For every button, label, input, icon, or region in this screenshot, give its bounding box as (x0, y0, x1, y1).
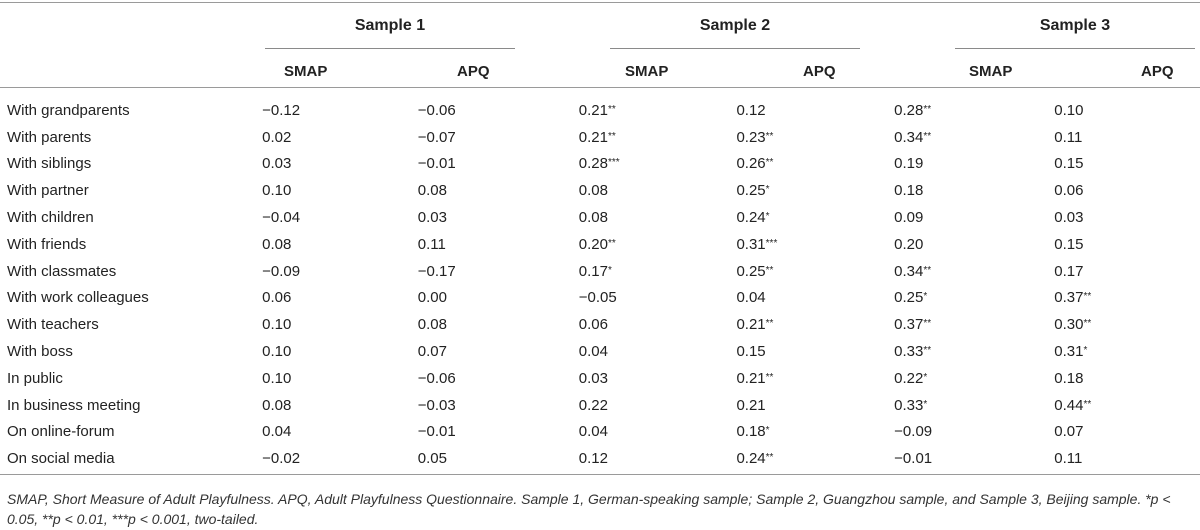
cell-value: 0.04 (262, 423, 292, 441)
table-cell (262, 177, 418, 204)
table-cell (1054, 311, 1200, 338)
cell-value: 0.08 (262, 396, 292, 414)
significance-marker: ** (1083, 318, 1092, 330)
cell-value: −0.09 (894, 423, 933, 441)
cell-value: −0.12 (262, 101, 301, 119)
cell-value: 0.26 (736, 155, 766, 173)
table-row (0, 97, 1200, 124)
cell-value: 0.34 (894, 128, 924, 146)
cell-value: 0.21 (578, 101, 608, 119)
cell-value: 0.17 (578, 262, 608, 280)
significance-marker: ** (765, 157, 774, 169)
cell-value: 0.08 (417, 316, 447, 334)
cell-value: 0.07 (1054, 423, 1084, 441)
table-cell (1054, 124, 1200, 151)
cell-value: −0.06 (417, 369, 456, 387)
cell-value: 0.05 (417, 450, 447, 468)
cell-value: 0.33 (894, 396, 924, 414)
table-cell (262, 445, 418, 472)
cell-value: 0.03 (262, 155, 292, 173)
table-cell (579, 204, 737, 231)
cell-value: −0.01 (894, 450, 933, 468)
table-cell (418, 285, 579, 312)
cell-value: −0.04 (262, 209, 301, 227)
table-cell (418, 338, 579, 365)
cell-value: −0.06 (417, 101, 456, 119)
table-cell (262, 258, 418, 285)
significance-marker: ** (607, 237, 616, 249)
table-cell (1054, 338, 1200, 365)
cell-value: 0.12 (578, 450, 608, 468)
cell-value: 0.10 (262, 343, 292, 361)
table-row (0, 231, 1200, 258)
significance-marker: ** (765, 264, 774, 276)
table-cell (418, 365, 579, 392)
table-cell (894, 177, 1054, 204)
cell-value: 0.15 (1054, 155, 1084, 173)
row-label: With children (7, 209, 94, 227)
table-cell (894, 204, 1054, 231)
table-cell (1054, 204, 1200, 231)
row-label: On online-forum (7, 423, 115, 441)
table-cell (736, 177, 894, 204)
table-cell (418, 97, 579, 124)
group-underline-3 (955, 48, 1195, 49)
cell-value: 0.10 (262, 369, 292, 387)
table-cell (736, 365, 894, 392)
cell-value: 0.18 (736, 423, 766, 441)
table-row (0, 177, 1200, 204)
table-cell (418, 124, 579, 151)
cell-value: 0.06 (262, 289, 292, 307)
cell-value: 0.03 (578, 369, 608, 387)
table-cell (418, 204, 579, 231)
table-cell (894, 392, 1054, 419)
significance-marker: *** (607, 157, 620, 169)
top-rule (0, 2, 1200, 3)
cell-value: −0.02 (262, 450, 301, 468)
cell-value: 0.34 (894, 262, 924, 280)
group-title-sample-3: Sample 3 (1039, 17, 1111, 34)
cell-value: 0.03 (417, 209, 447, 227)
table-cell (1054, 445, 1200, 472)
table-cell (736, 258, 894, 285)
significance-marker: * (923, 291, 928, 303)
table-cell (736, 231, 894, 258)
significance-marker: ** (923, 103, 932, 115)
cell-value: 0.11 (417, 235, 446, 253)
table-cell (418, 231, 579, 258)
row-label: With friends (7, 235, 87, 253)
table-cell (894, 97, 1054, 124)
significance-marker: ** (923, 130, 932, 142)
significance-marker: * (1083, 345, 1088, 357)
table-row (0, 124, 1200, 151)
table-cell (894, 124, 1054, 151)
significance-marker: * (607, 264, 612, 276)
cell-value: 0.06 (1054, 182, 1084, 200)
table-cell (579, 311, 737, 338)
table-body (0, 97, 1200, 472)
table-cell (1054, 392, 1200, 419)
table-cell (1054, 97, 1200, 124)
cell-value: 0.00 (417, 289, 447, 307)
cell-value: 0.17 (1054, 262, 1084, 280)
table-cell (736, 204, 894, 231)
col-header-s2-smap: SMAP (625, 63, 669, 80)
cell-value: 0.28 (894, 101, 924, 119)
cell-value: −0.01 (417, 155, 456, 173)
cell-value: 0.25 (736, 262, 766, 280)
table-row (0, 311, 1200, 338)
table-row (0, 204, 1200, 231)
cell-value: −0.07 (417, 128, 456, 146)
table-cell (736, 311, 894, 338)
cell-value: 0.33 (894, 343, 924, 361)
cell-value: 0.06 (578, 316, 608, 334)
cell-value: 0.18 (1054, 369, 1084, 387)
table-cell (262, 311, 418, 338)
table-row (0, 365, 1200, 392)
cell-value: −0.05 (578, 289, 617, 307)
table-cell (579, 285, 737, 312)
cell-value: 0.15 (736, 343, 766, 361)
table-cell (894, 151, 1054, 178)
table-cell (579, 365, 737, 392)
table-cell (262, 285, 418, 312)
table-cell (418, 419, 579, 446)
table-cell (418, 258, 579, 285)
header-rule (0, 87, 1200, 88)
table-cell (894, 338, 1054, 365)
significance-marker: * (923, 398, 928, 410)
cell-value: 0.10 (262, 182, 292, 200)
cell-value: 0.21 (736, 316, 766, 334)
row-label: With partner (7, 182, 89, 200)
cell-value: 0.23 (736, 128, 766, 146)
table-cell (262, 204, 418, 231)
significance-marker: ** (765, 371, 774, 383)
significance-marker: * (765, 425, 770, 437)
table-row (0, 338, 1200, 365)
cell-value: 0.20 (578, 235, 608, 253)
col-header-s3-smap: SMAP (969, 63, 1013, 80)
table-footnote: SMAP, Short Measure of Adult Playfulness. APQ, Adult Playfulness Questionnaire. Sample 1, German-speaking sample; Sample 2, Guangzhou sample, and Sample 3, Beijing sample. *p < 0.05, **p < 0.01, ***p < 0.001, two-tailed. (7, 491, 1171, 527)
significance-marker: ** (765, 318, 774, 330)
cell-value: 0.08 (578, 182, 608, 200)
table-cell (579, 445, 737, 472)
row-label: In public (7, 369, 63, 387)
table-cell (736, 285, 894, 312)
cell-value: 0.22 (578, 396, 608, 414)
table-cell (579, 124, 737, 151)
significance-marker: ** (923, 318, 932, 330)
table-cell (262, 365, 418, 392)
table-cell (736, 97, 894, 124)
cell-value: 0.31 (1054, 343, 1084, 361)
table-cell (894, 419, 1054, 446)
table-cell (418, 445, 579, 472)
cell-value: 0.04 (736, 289, 766, 307)
cell-value: 0.21 (736, 369, 766, 387)
table-row (0, 445, 1200, 472)
table-cell (1054, 151, 1200, 178)
cell-value: 0.02 (262, 128, 292, 146)
cell-value: 0.08 (417, 182, 447, 200)
significance-marker: * (765, 211, 770, 223)
cell-value: 0.25 (736, 182, 766, 200)
table-cell (736, 445, 894, 472)
group-underline-1 (265, 48, 515, 49)
significance-marker: * (765, 184, 770, 196)
significance-marker: ** (1083, 398, 1092, 410)
cell-value: 0.11 (1054, 450, 1083, 468)
table-cell (894, 311, 1054, 338)
table-cell (262, 392, 418, 419)
table-cell (1054, 365, 1200, 392)
cell-value: 0.19 (894, 155, 924, 173)
table-row (0, 151, 1200, 178)
cell-value: 0.08 (262, 235, 292, 253)
table-cell (736, 338, 894, 365)
significance-marker: ** (923, 264, 932, 276)
table-row (0, 285, 1200, 312)
table-cell (894, 231, 1054, 258)
table-cell (579, 177, 737, 204)
table-cell (418, 177, 579, 204)
cell-value: 0.20 (894, 235, 924, 253)
table-cell (262, 231, 418, 258)
cell-value: −0.01 (417, 423, 456, 441)
cell-value: 0.09 (894, 209, 924, 227)
cell-value: 0.04 (578, 343, 608, 361)
cell-value: 0.10 (1054, 101, 1084, 119)
row-label: With siblings (7, 155, 92, 173)
significance-marker: ** (765, 130, 774, 142)
cell-value: 0.11 (1054, 128, 1083, 146)
cell-value: −0.09 (262, 262, 301, 280)
table-row (0, 258, 1200, 285)
cell-value: 0.31 (736, 235, 766, 253)
table-cell (579, 419, 737, 446)
table-cell (1054, 285, 1200, 312)
cell-value: 0.21 (578, 128, 608, 146)
table-cell (262, 97, 418, 124)
col-header-s2-apq: APQ (803, 63, 836, 80)
cell-value: 0.04 (578, 423, 608, 441)
col-header-s1-apq: APQ (457, 63, 490, 80)
table-cell (736, 124, 894, 151)
cell-value: 0.37 (1054, 289, 1084, 307)
table-cell (736, 151, 894, 178)
cell-value: −0.17 (417, 262, 456, 280)
cell-value: 0.30 (1054, 316, 1084, 334)
cell-value: 0.37 (894, 316, 924, 334)
cell-value: 0.03 (1054, 209, 1084, 227)
row-label: With work colleagues (7, 289, 149, 307)
group-underline-2 (610, 48, 860, 49)
row-label: With classmates (7, 262, 117, 280)
table-cell (1054, 419, 1200, 446)
table-cell (579, 338, 737, 365)
cell-value: 0.28 (578, 155, 608, 173)
table-cell (262, 124, 418, 151)
row-label: On social media (7, 450, 115, 468)
table-cell (579, 97, 737, 124)
table-cell (262, 151, 418, 178)
table-cell (894, 285, 1054, 312)
table-row (0, 419, 1200, 446)
table-cell (736, 419, 894, 446)
table-cell (579, 231, 737, 258)
table-cell (418, 151, 579, 178)
cell-value: 0.22 (894, 369, 924, 387)
table-cell (579, 151, 737, 178)
table-cell (1054, 231, 1200, 258)
group-title-sample-1: Sample 1 (354, 17, 426, 34)
col-header-s1-smap: SMAP (284, 63, 328, 80)
group-title-sample-2: Sample 2 (699, 17, 771, 34)
cell-value: 0.44 (1054, 396, 1084, 414)
significance-marker: ** (1083, 291, 1092, 303)
cell-value: 0.07 (417, 343, 447, 361)
cell-value: 0.24 (736, 209, 766, 227)
bottom-rule (0, 474, 1200, 475)
row-label: With teachers (7, 316, 99, 334)
significance-marker: ** (923, 345, 932, 357)
col-header-s3-apq: APQ (1141, 63, 1174, 80)
significance-marker: ** (607, 130, 616, 142)
significance-marker: *** (765, 237, 778, 249)
table-cell (262, 338, 418, 365)
cell-value: 0.12 (736, 101, 766, 119)
table-cell (579, 392, 737, 419)
significance-marker: ** (765, 452, 774, 464)
cell-value: 0.15 (1054, 235, 1084, 253)
cell-value: 0.18 (894, 182, 924, 200)
table-cell (418, 392, 579, 419)
cell-value: 0.25 (894, 289, 924, 307)
significance-marker: * (923, 371, 928, 383)
table-row (0, 392, 1200, 419)
cell-value: 0.21 (736, 396, 766, 414)
table-cell (894, 365, 1054, 392)
row-label: With boss (7, 343, 73, 361)
cell-value: −0.03 (417, 396, 456, 414)
table-cell (579, 258, 737, 285)
table-cell (418, 311, 579, 338)
table-cell (1054, 258, 1200, 285)
table-cell (894, 445, 1054, 472)
table-cell (894, 258, 1054, 285)
row-label: With grandparents (7, 101, 130, 119)
cell-value: 0.24 (736, 450, 766, 468)
table-cell (262, 419, 418, 446)
table-cell (736, 392, 894, 419)
significance-marker: ** (607, 103, 616, 115)
cell-value: 0.10 (262, 316, 292, 334)
row-label: With parents (7, 128, 92, 146)
cell-value: 0.08 (578, 209, 608, 227)
row-label: In business meeting (7, 396, 141, 414)
table-cell (1054, 177, 1200, 204)
